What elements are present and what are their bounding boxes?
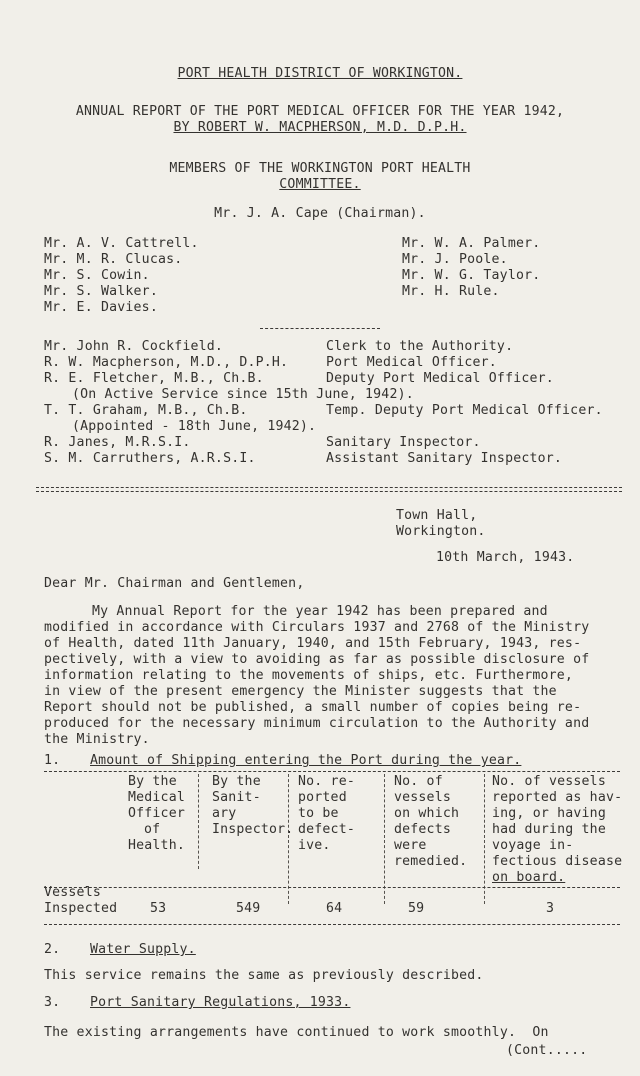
header-line: fectious disease — [492, 854, 623, 869]
report-title-line2: BY ROBERT W. MACPHERSON, M.D. D.P.H. — [173, 120, 467, 135]
section-number: 2. — [44, 942, 61, 957]
value-defective: 64 — [326, 901, 343, 916]
short-divider — [260, 328, 380, 329]
member-right: Mr. W. A. Palmer. — [402, 236, 541, 251]
header-line: Inspector. — [212, 822, 294, 837]
header-line: to be — [298, 806, 339, 821]
header-line: remedied. — [394, 854, 468, 869]
header-line: of — [144, 822, 161, 837]
member-right: Mr. J. Poole. — [402, 252, 508, 267]
letter-body-line: information relating to the movements of ships, etc. Furthermore, — [44, 668, 574, 683]
report-title-line1: ANNUAL REPORT OF THE PORT MEDICAL OFFICER FOR THE YEAR 1942, — [75, 104, 565, 119]
section-divider — [36, 491, 622, 492]
header-line: defects — [394, 822, 451, 837]
officer-name: R. Janes, M.R.S.I. — [44, 435, 191, 450]
table-top-rule — [44, 771, 620, 772]
value-sanitary-inspector: 549 — [236, 901, 261, 916]
header-line: No. of — [394, 774, 443, 789]
district-title: PORT HEALTH DISTRICT OF WORKINGTON. — [177, 66, 463, 81]
header-line: ported — [298, 790, 347, 805]
header-line: No. re- — [298, 774, 355, 789]
header-line: reported as hav- — [492, 790, 623, 805]
officer-note: (Appointed - 18th June, 1942). — [72, 419, 317, 434]
officer-name: S. M. Carruthers, A.R.S.I. — [44, 451, 256, 466]
officer-note: (On Active Service since 15th June, 1942). — [72, 387, 414, 402]
committee-title-line2: COMMITTEE. — [279, 177, 361, 192]
table-bottom-rule — [44, 924, 620, 925]
officer-name: Mr. John R. Cockfield. — [44, 339, 224, 354]
member-left: Mr. E. Davies. — [44, 300, 158, 315]
header-line: were — [394, 838, 427, 853]
header-line: By the — [212, 774, 261, 789]
header-line: No. of vessels — [492, 774, 606, 789]
table-col-divider — [384, 774, 385, 904]
header-line: Officer — [128, 806, 185, 821]
header-line: Sanit- — [212, 790, 261, 805]
officer-role: Temp. Deputy Port Medical Officer. — [326, 403, 603, 418]
committee-title-line1: MEMBERS OF THE WORKINGTON PORT HEALTH — [169, 161, 471, 176]
table-col-divider — [484, 774, 485, 904]
member-left: Mr. S. Cowin. — [44, 268, 150, 283]
header-line: had during the — [492, 822, 606, 837]
member-left: Mr. S. Walker. — [44, 284, 158, 299]
section-number: 3. — [44, 995, 61, 1010]
value-infectious: 3 — [546, 901, 555, 916]
letter-date: 10th March, 1943. — [436, 550, 575, 565]
letter-salutation: Dear Mr. Chairman and Gentlemen, — [44, 576, 305, 591]
letter-body-line: pectively, with a view to avoiding as far as possible disclosure of — [44, 652, 590, 667]
section-heading: Amount of Shipping entering the Port during the year. — [90, 753, 522, 768]
letter-body-line: the Ministry. — [44, 732, 150, 747]
letter-address-line2: Workington. — [396, 524, 486, 539]
letter-address-line1: Town Hall, — [396, 508, 478, 523]
section-heading: Water Supply. — [90, 942, 196, 957]
header-line: on board. — [492, 870, 566, 885]
section-text: This service remains the same as previously described. — [44, 968, 484, 983]
letter-body-line: of Health, dated 11th January, 1940, and 15th February, 1943, res- — [44, 636, 582, 651]
letter-body-line: Report should not be published, a small number of copies being re- — [44, 700, 582, 715]
header-line: voyage in- — [492, 838, 574, 853]
value-remedied: 59 — [408, 901, 425, 916]
officer-name: R. W. Macpherson, M.D., D.P.H. — [44, 355, 289, 370]
header-line: By the — [128, 774, 177, 789]
letter-body-line: My Annual Report for the year 1942 has been prepared and — [92, 604, 548, 619]
section-heading: Port Sanitary Regulations, 1933. — [90, 995, 351, 1010]
officer-name: R. E. Fletcher, M.B., Ch.B. — [44, 371, 264, 386]
section-text: The existing arrangements have continued to work smoothly. On — [44, 1025, 549, 1040]
table-header-rule — [44, 887, 620, 888]
header-line: ive. — [298, 838, 331, 853]
officer-role: Assistant Sanitary Inspector. — [326, 451, 563, 466]
header-line: Medical — [128, 790, 185, 805]
letter-body-line: produced for the necessary minimum circulation to the Authority and — [44, 716, 590, 731]
officer-name: T. T. Graham, M.B., Ch.B. — [44, 403, 248, 418]
table-col-divider — [198, 774, 199, 869]
letter-body-line: modified in accordance with Circulars 1937 and 2768 of the Ministry — [44, 620, 590, 635]
header-line: Health. — [128, 838, 185, 853]
header-line: on which — [394, 806, 460, 821]
officer-role: Sanitary Inspector. — [326, 435, 481, 450]
row-label: Vessels — [44, 885, 101, 900]
continued-marker: (Cont..... — [506, 1043, 588, 1058]
table-col-divider — [288, 774, 289, 904]
section-divider — [36, 487, 622, 488]
header-line: defect- — [298, 822, 355, 837]
section-number: 1. — [44, 753, 61, 768]
letter-body-line: in view of the present emergency the Minister suggests that the — [44, 684, 557, 699]
officer-role: Deputy Port Medical Officer. — [326, 371, 554, 386]
member-left: Mr. M. R. Clucas. — [44, 252, 183, 267]
header-line: ary — [212, 806, 237, 821]
header-line: ing, or having — [492, 806, 606, 821]
officer-role: Clerk to the Authority. — [326, 339, 514, 354]
member-left: Mr. A. V. Cattrell. — [44, 236, 199, 251]
chairman-line: Mr. J. A. Cape (Chairman). — [214, 206, 426, 221]
member-right: Mr. W. G. Taylor. — [402, 268, 541, 283]
value-medical-officer: 53 — [150, 901, 167, 916]
header-line: vessels — [394, 790, 451, 805]
row-label: Inspected — [44, 901, 118, 916]
officer-role: Port Medical Officer. — [326, 355, 497, 370]
member-right: Mr. H. Rule. — [402, 284, 500, 299]
